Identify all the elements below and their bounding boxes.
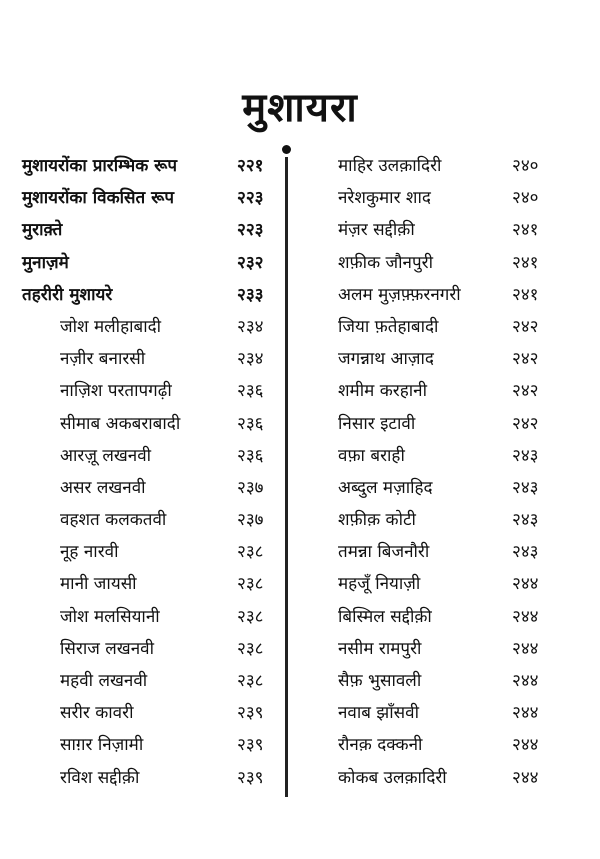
entry-name: असर लखनवी <box>60 477 146 498</box>
entry-page-number: २३८ <box>237 606 264 627</box>
index-entry <box>300 729 600 761</box>
entry-name: महवी लखनवी <box>60 671 148 691</box>
entry-page-number: २३७ <box>237 477 264 498</box>
entry-page-number: २३६ <box>237 381 264 402</box>
entry-name: नज़ीर बनारसी <box>60 349 146 370</box>
entry-name: कोकब उलक़ादिरी <box>338 767 447 788</box>
entry-page-number: २३९ <box>237 735 264 756</box>
entry-page-number: २३४ <box>237 349 264 370</box>
index-entry <box>0 665 285 697</box>
entry-name: मुशायरोंका प्रारम्भिक रूप <box>22 156 178 176</box>
entry-name: अलम मुज़फ़्फ़रनगरी <box>338 284 461 305</box>
entry-page-number: २४१ <box>512 284 539 305</box>
entry-name: शफ़ीक जौनपुरी <box>338 252 433 273</box>
index-entry <box>300 311 600 343</box>
index-entry <box>0 279 285 311</box>
entry-name: तमन्ना बिजनौरी <box>338 542 430 563</box>
entry-page-number: २४१ <box>512 252 539 273</box>
index-entry <box>0 343 285 375</box>
entry-name: सैफ़ भुसावली <box>338 671 422 691</box>
entry-name: रौनक़ दक्कनी <box>338 735 423 756</box>
entry-name: मंज़र सद्दीक़ी <box>338 220 415 241</box>
entry-name: शमीम करहानी <box>338 381 427 402</box>
entry-name: साग़र निज़ामी <box>60 735 144 756</box>
entry-name: सिराज लखनवी <box>60 638 154 659</box>
entry-name: नूह नारवी <box>60 542 119 563</box>
entry-name: मुनाज़मे <box>22 252 69 273</box>
index-entry <box>300 504 600 536</box>
entry-page-number: २४३ <box>512 542 539 563</box>
entry-name: सीमाब अकबराबादी <box>60 413 181 434</box>
entry-name: तहरीरी मुशायरे <box>22 284 113 305</box>
entry-page-number: २३८ <box>237 638 264 659</box>
entry-page-number: २४२ <box>512 316 539 337</box>
index-entry <box>0 440 285 472</box>
entry-name: बिस्मिल सद्दीक़ी <box>338 606 432 627</box>
left-index-column <box>0 150 285 794</box>
entry-page-number: २२३ <box>237 188 264 209</box>
index-entry <box>300 665 600 697</box>
index-entry <box>0 729 285 761</box>
entry-page-number: २४० <box>512 156 539 176</box>
entry-name: निसार इटावी <box>338 413 416 434</box>
index-entry <box>300 150 600 182</box>
entry-name: आरज़ू लखनवी <box>60 445 152 466</box>
entry-page-number: २४२ <box>512 381 539 402</box>
entry-name: मानी जायसी <box>60 574 137 595</box>
index-entry <box>300 762 600 794</box>
entry-name: मुराक़्ते <box>22 220 63 241</box>
entry-name: सरीर कावरी <box>60 703 134 724</box>
index-entry <box>0 697 285 729</box>
entry-name: वफ़ा बराही <box>338 445 405 466</box>
entry-name: नसीम रामपुरी <box>338 638 422 659</box>
index-entry <box>300 279 600 311</box>
page-title: मुशायरा <box>242 85 358 131</box>
entry-page-number: २४४ <box>512 671 539 691</box>
entry-name: जोश मलीहाबादी <box>60 316 162 337</box>
entry-name: नवाब झाँसवी <box>338 703 420 724</box>
index-entry <box>300 601 600 633</box>
entry-name: मुशायरोंका विकसित रूप <box>22 188 175 209</box>
entry-name: अब्दुल मज़ाहिद <box>338 477 433 498</box>
index-entry <box>0 214 285 246</box>
index-entry <box>300 343 600 375</box>
index-entry <box>300 472 600 504</box>
index-entry <box>300 633 600 665</box>
index-entry <box>0 504 285 536</box>
entry-name: नरेशकुमार शाद <box>338 188 431 209</box>
index-entry <box>0 568 285 600</box>
index-entry <box>0 182 285 214</box>
index-entry <box>300 536 600 568</box>
entry-page-number: २४० <box>512 188 539 209</box>
entry-page-number: २३३ <box>237 284 264 305</box>
entry-name: जोश मलसियानी <box>60 606 160 627</box>
entry-page-number: २२१ <box>237 156 264 176</box>
index-entry <box>300 440 600 472</box>
entry-page-number: २३६ <box>237 445 264 466</box>
index-entry <box>300 182 600 214</box>
index-entry <box>300 697 600 729</box>
entry-name: महजूँ नियाज़ी <box>338 574 421 595</box>
entry-page-number: २३८ <box>237 542 264 563</box>
entry-page-number: २४४ <box>512 703 539 724</box>
index-entry <box>300 568 600 600</box>
entry-name: जिया फ़तेहाबादी <box>338 316 439 337</box>
entry-page-number: २४२ <box>512 349 539 370</box>
index-entry <box>0 762 285 794</box>
index-entry <box>0 150 285 182</box>
entry-name: नाज़िश परतापगढ़ी <box>60 381 172 402</box>
index-entry <box>0 375 285 407</box>
entry-page-number: २२३ <box>237 220 264 241</box>
entry-page-number: २३९ <box>237 767 264 788</box>
index-entry <box>0 472 285 504</box>
entry-name: रविश सद्दीक़ी <box>60 767 140 788</box>
index-entry <box>300 247 600 279</box>
entry-page-number: २४२ <box>512 413 539 434</box>
entry-page-number: २४४ <box>512 735 539 756</box>
entry-page-number: २३८ <box>237 574 264 595</box>
index-entry <box>0 408 285 440</box>
right-index-column <box>300 150 600 794</box>
entry-page-number: २४१ <box>512 220 539 241</box>
column-divider <box>285 157 288 797</box>
index-entry <box>300 375 600 407</box>
index-entry <box>0 536 285 568</box>
entry-page-number: २४४ <box>512 767 539 788</box>
entry-page-number: २३९ <box>237 703 264 724</box>
entry-page-number: २३८ <box>237 671 264 691</box>
entry-name: जगन्नाथ आज़ाद <box>338 349 434 370</box>
entry-name: वहशत कलकतवी <box>60 510 167 531</box>
index-entry <box>0 633 285 665</box>
entry-name: माहिर उलक़ादिरी <box>338 156 442 176</box>
index-entry <box>0 247 285 279</box>
entry-page-number: २३७ <box>237 510 264 531</box>
entry-name: शफ़ीक़ कोटी <box>338 510 416 531</box>
entry-page-number: २४४ <box>512 638 539 659</box>
index-entry <box>0 311 285 343</box>
entry-page-number: २४३ <box>512 477 539 498</box>
index-entry <box>300 408 600 440</box>
entry-page-number: २४४ <box>512 574 539 595</box>
entry-page-number: २३२ <box>237 252 264 273</box>
entry-page-number: २३६ <box>237 413 264 434</box>
entry-page-number: २४३ <box>512 445 539 466</box>
entry-page-number: २४४ <box>512 606 539 627</box>
entry-page-number: २४३ <box>512 510 539 531</box>
entry-page-number: २३४ <box>237 316 264 337</box>
index-entry <box>300 214 600 246</box>
index-entry <box>0 601 285 633</box>
